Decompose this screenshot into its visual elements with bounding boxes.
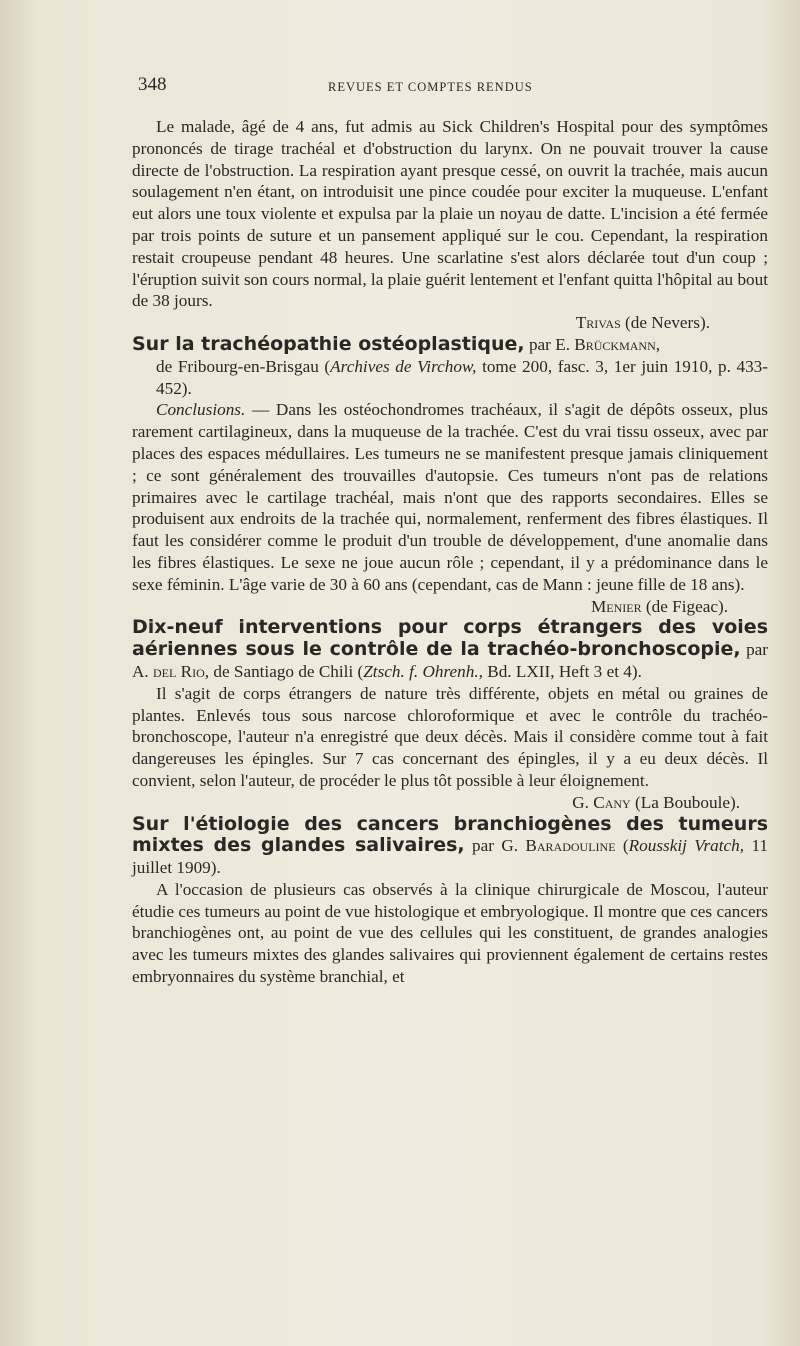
article-2-signature: [132, 792, 768, 814]
article-3-ref-a: (: [622, 836, 629, 856]
intro-paragraph: Le malade, âgé de 4 ans, fut admis au Sick Children's Hospital pour des symptômes prononcés de tirage trachéal et d'obstruction du larynx. On ne pouvait trouver la cause directe de l'obstruction. La respiration ayant presque cessé, on ouvrit la trachée, mais aucun soulagement n'en étant, on introduisit une pince coudée pour exciter la muqueuse. L'enfant eut alors une toux violente et expulsa par la plaie un noyau de datte. L'incision a été fermée par trois points de suture et un pansement appliqué sur le cou. Cependant, la respiration restait croupeuse pendant 48 heures. Une scarlatine s'est alors déclarée tout d'un coup ; l'éruption suivit son cours normal, la plaie guérit lentement et l'enfant quitta l'hôpital au bout de 38 jours.: [132, 117, 769, 311]
article-2-author: del Rio,: [153, 661, 210, 681]
article-1-lead: Conclusions.: [156, 400, 246, 420]
article-3-title: Sur l'étiologie des cancers branchiogènes des tumeurs mixtes des glandes salivaires,: [132, 812, 768, 857]
article-3-journal: Rousskij Vratch,: [628, 836, 745, 856]
intro-signature: [132, 312, 768, 334]
article-2-heading: [132, 617, 768, 682]
article-1-body: [132, 399, 768, 595]
article-2-signature-place: (La Bouboule).: [634, 792, 740, 812]
article-3-heading: [132, 814, 768, 879]
article-3-body: A l'occasion de plusieurs cas observés à la clinique chirurgicale de Moscou, l'auteur étudie ces tumeurs au point de vue histologique et embryologique. Il montre que ces cancers branchiogènes ont, au point de vue des cellules qui les constituent, de grandes analogies avec les tumeurs mixtes des glandes salivaires qui proviennent également de certains restes embryonnaires du système branchial, et: [132, 879, 768, 987]
article-3-ref-b: 11 juillet 1909).: [132, 836, 769, 878]
article-1-signature-name: Menier: [591, 596, 642, 616]
article-2-signature-name: G. Cany: [572, 792, 631, 812]
article-1-ref-b: tome 200, fasc. 3, 1er juin 1910, p. 433-452).: [156, 356, 768, 398]
article-1-ref-a: de Fribourg-en-Brisgau (: [156, 356, 331, 376]
article-1-text: — Dans les ostéochondromes trachéaux, il s'agit de dépôts osseux, plus rarement cartilagineux, dans la muqueuse de la trachée. C'est du vrai tissu osseux, avec par places des espaces médullaires. Les tumeurs ne se manifestent presque jamais cliniquement ; ce sont généralement des trouvailles d'autopsie. Ces tumeurs n'ont pas de relations primaires avec le cartilage trachéal, mais n'ont que des rapports secondaires. Elles se produisent aux endroits de la trachée qui, normalement, renferment des fibres élastiques. Il faut les considérer comme le produit d'un trouble de développement, d'une anomalie dans les fibres élastiques. Le sexe ne joue aucun rôle ; cependant, il y a prédominance dans le sexe féminin. L'âge varie de 30 à 60 ans (cependant, cas de Mann : jeune fille de 18 ans).: [132, 400, 768, 594]
intro-signature-name: Trivas: [575, 313, 621, 333]
article-3-author: Baradouline: [525, 836, 616, 856]
article-1-by: par E.: [528, 334, 570, 354]
page-body: [132, 116, 768, 988]
article-2-ref-a: de Santiago de Chili (: [213, 661, 364, 681]
article-1-journal: Archives de Virchow,: [330, 356, 477, 376]
article-2-body: Il s'agit de corps étrangers de nature très différente, objets en métal ou graines de plantes. Enlevés tous sous narcose chloroformique et avec le contrôle du trachéo-bronchoscope, l'auteur n'a enregistré que deux décès. Mais il considère comme tout à fait dangereuses les épingles. Sur 7 cas concernant des épingles, il y a eu deux décès. Il convient, selon l'auteur, de procéder le plus tôt possible à leur éloignement.: [132, 683, 768, 790]
article-2-title: Dix-neuf interventions pour corps étrangers des voies aériennes sous le contrôle de la trachéo-bronchoscopie,: [132, 616, 768, 661]
article-2-journal: Ztsch. f. Ohrenh.,: [363, 661, 483, 681]
article-1-author: Brückmann,: [574, 334, 661, 354]
article-1-signature-place: (de Figeac).: [645, 596, 728, 616]
article-2-ref-b: Bd. LXII, Heft 3 et 4).: [487, 661, 642, 681]
page-number: 348: [138, 74, 167, 95]
intro-signature-place: (de Nevers).: [625, 313, 710, 333]
article-1-title: Sur la trachéopathie ostéoplastique,: [132, 332, 525, 355]
article-2-by: par A.: [132, 640, 769, 681]
article-3-by: par G.: [472, 836, 519, 856]
running-head: REVUES ET COMPTES RENDUS: [328, 80, 533, 94]
article-1-signature: [132, 596, 768, 618]
page-header: [138, 74, 738, 104]
article-1-heading: [132, 334, 768, 399]
